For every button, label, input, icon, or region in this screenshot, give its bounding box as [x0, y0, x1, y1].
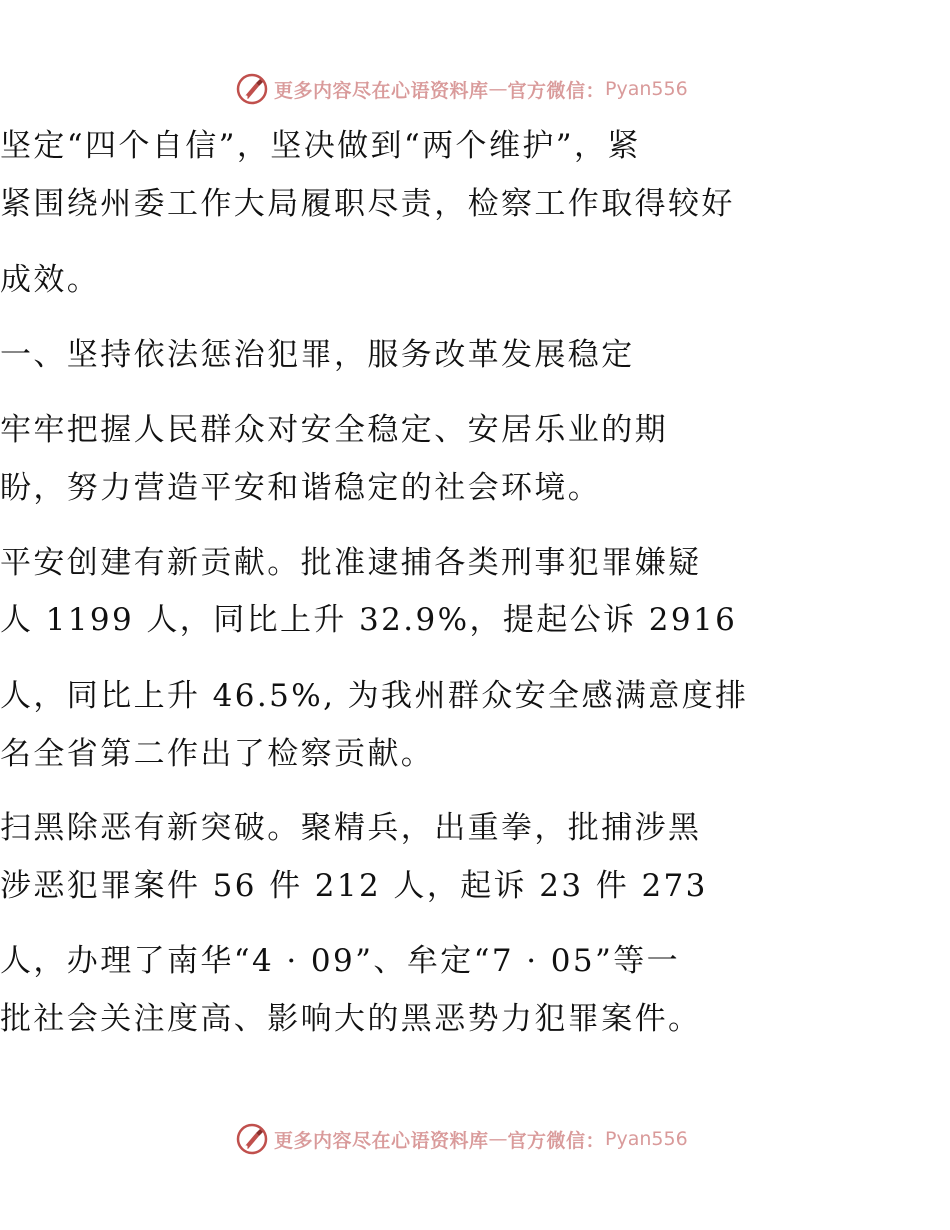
- body-line: 成效。: [0, 262, 101, 298]
- body-line: 扫黑除恶有新突破。聚精兵，出重拳，批捕涉黑: [0, 810, 702, 846]
- watermark-text: 更多内容尽在心语资料库: [274, 79, 489, 102]
- body-line: 牢牢把握人民群众对安全稳定、安居乐业的期: [0, 412, 668, 448]
- pen-logo-icon: [236, 1123, 268, 1155]
- section-heading: 一、坚持依法惩治犯罪，服务改革发展稳定: [0, 337, 635, 373]
- watermark-separator: —: [488, 78, 508, 100]
- watermark-text: 更多内容尽在心语资料库: [274, 1129, 489, 1152]
- watermark-separator: —: [488, 1128, 508, 1150]
- footer-watermark: [236, 1122, 688, 1156]
- body-line: 盼，努力营造平安和谐稳定的社会环境。: [0, 470, 602, 506]
- body-line: 名全省第二作出了检察贡献。: [0, 736, 435, 772]
- body-line: 人，同比上升 46.5%, 为我州群众安全感满意度排: [0, 678, 749, 714]
- body-line: 人 1199 人，同比上升 32.9%，提起公诉 2916: [0, 602, 738, 638]
- body-line: 批社会关注度高、影响大的黑恶势力犯罪案件。: [0, 1001, 702, 1037]
- body-line: 紧围绕州委工作大局履职尽责，检察工作取得较好: [0, 186, 735, 222]
- watermark-wechat-id: Pyan556: [605, 1128, 688, 1150]
- watermark-wechat-id: Pyan556: [605, 78, 688, 100]
- watermark-wechat-label: 官方微信：: [507, 1129, 606, 1152]
- body-line: 涉恶犯罪案件 56 件 212 人，起诉 23 件 273: [0, 868, 708, 904]
- body-line: 人，办理了南华“4 · 09”、牟定“7 · 05”等一: [0, 943, 681, 979]
- pen-logo-icon: [236, 73, 268, 105]
- watermark-wechat-label: 官方微信：: [507, 79, 606, 102]
- header-watermark: [236, 72, 688, 106]
- body-line: 平安创建有新贡献。批准逮捕各类刑事犯罪嫌疑: [0, 545, 702, 581]
- body-line: 坚定“四个自信”，坚决做到“两个维护”，紧: [0, 128, 641, 164]
